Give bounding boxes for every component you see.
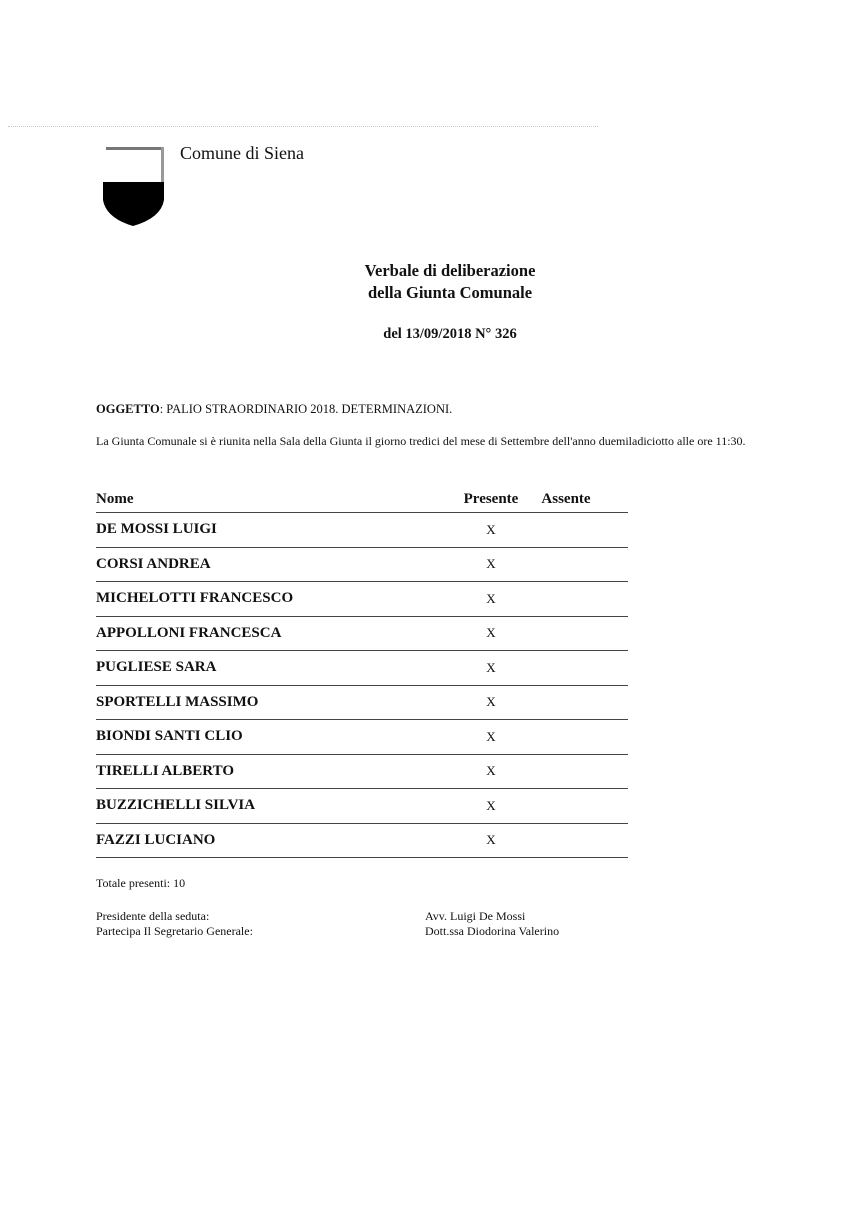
present-mark: X [486, 763, 496, 779]
siena-coat-of-arms-icon [103, 146, 165, 226]
deliberation-number: del 13/09/2018 N° 326 [383, 326, 517, 342]
title-line-1: Verbale di deliberazione [364, 261, 536, 280]
member-name: TIRELLI ALBERTO [96, 762, 235, 779]
present-mark: X [486, 625, 496, 641]
present-mark: X [486, 728, 496, 744]
member-name: FAZZI LUCIANO [96, 831, 216, 848]
table-row [96, 720, 628, 755]
member-name: BIONDI SANTI CLIO [96, 728, 243, 745]
member-name: PUGLIESE SARA [96, 659, 217, 676]
president-name: Avv. Luigi De Mossi [425, 909, 526, 923]
subject-text: : PALIO STRAORDINARIO 2018. DETERMINAZIONI. [159, 402, 453, 416]
table-row [96, 686, 628, 721]
subject-line [96, 402, 452, 417]
intro-paragraph: La Giunta Comunale si è riunita nella Sala della Giunta il giorno tredici del mese di Settembre dell'anno duemiladiciotto alle ore 11:30. [96, 434, 746, 448]
present-mark: X [486, 556, 496, 572]
table-row [96, 651, 628, 686]
present-mark: X [486, 832, 496, 848]
title-line-2: della Giunta Comunale [367, 283, 533, 302]
present-mark: X [486, 694, 496, 710]
secretary-label: Partecipa Il Segretario Generale: [96, 924, 253, 938]
present-mark: X [486, 659, 496, 675]
header-absent: Assente [541, 490, 591, 507]
scan-artifact-dotted-line [8, 126, 598, 129]
header-name: Nome [96, 490, 134, 507]
header-present: Presente [463, 490, 519, 507]
signature-labels [96, 909, 253, 939]
present-mark: X [486, 590, 496, 606]
secretary-name: Dott.ssa Diodorina Valerino [425, 924, 560, 938]
subject-label: OGGETTO [96, 402, 160, 416]
present-mark: X [486, 797, 496, 813]
municipality-name: Comune di Siena [180, 143, 304, 163]
table-header [96, 486, 628, 513]
member-name: DE MOSSI LUIGI [96, 521, 217, 538]
attendance-table [96, 486, 628, 858]
member-name: BUZZICHELLI SILVIA [96, 797, 256, 814]
member-name: SPORTELLI MASSIMO [96, 693, 259, 710]
document-title [300, 260, 600, 304]
member-name: APPOLLONI FRANCESCA [96, 624, 282, 641]
table-row [96, 755, 628, 790]
president-label: Presidente della seduta: [96, 909, 210, 923]
member-name: MICHELOTTI FRANCESCO [96, 590, 294, 607]
table-row [96, 548, 628, 583]
table-row [96, 582, 628, 617]
present-mark: X [486, 521, 496, 537]
total-present: Totale presenti: 10 [96, 876, 186, 890]
table-row [96, 789, 628, 824]
table-row [96, 513, 628, 548]
table-row [96, 824, 628, 859]
member-name: CORSI ANDREA [96, 555, 211, 572]
signature-names [425, 909, 559, 939]
table-row [96, 617, 628, 652]
